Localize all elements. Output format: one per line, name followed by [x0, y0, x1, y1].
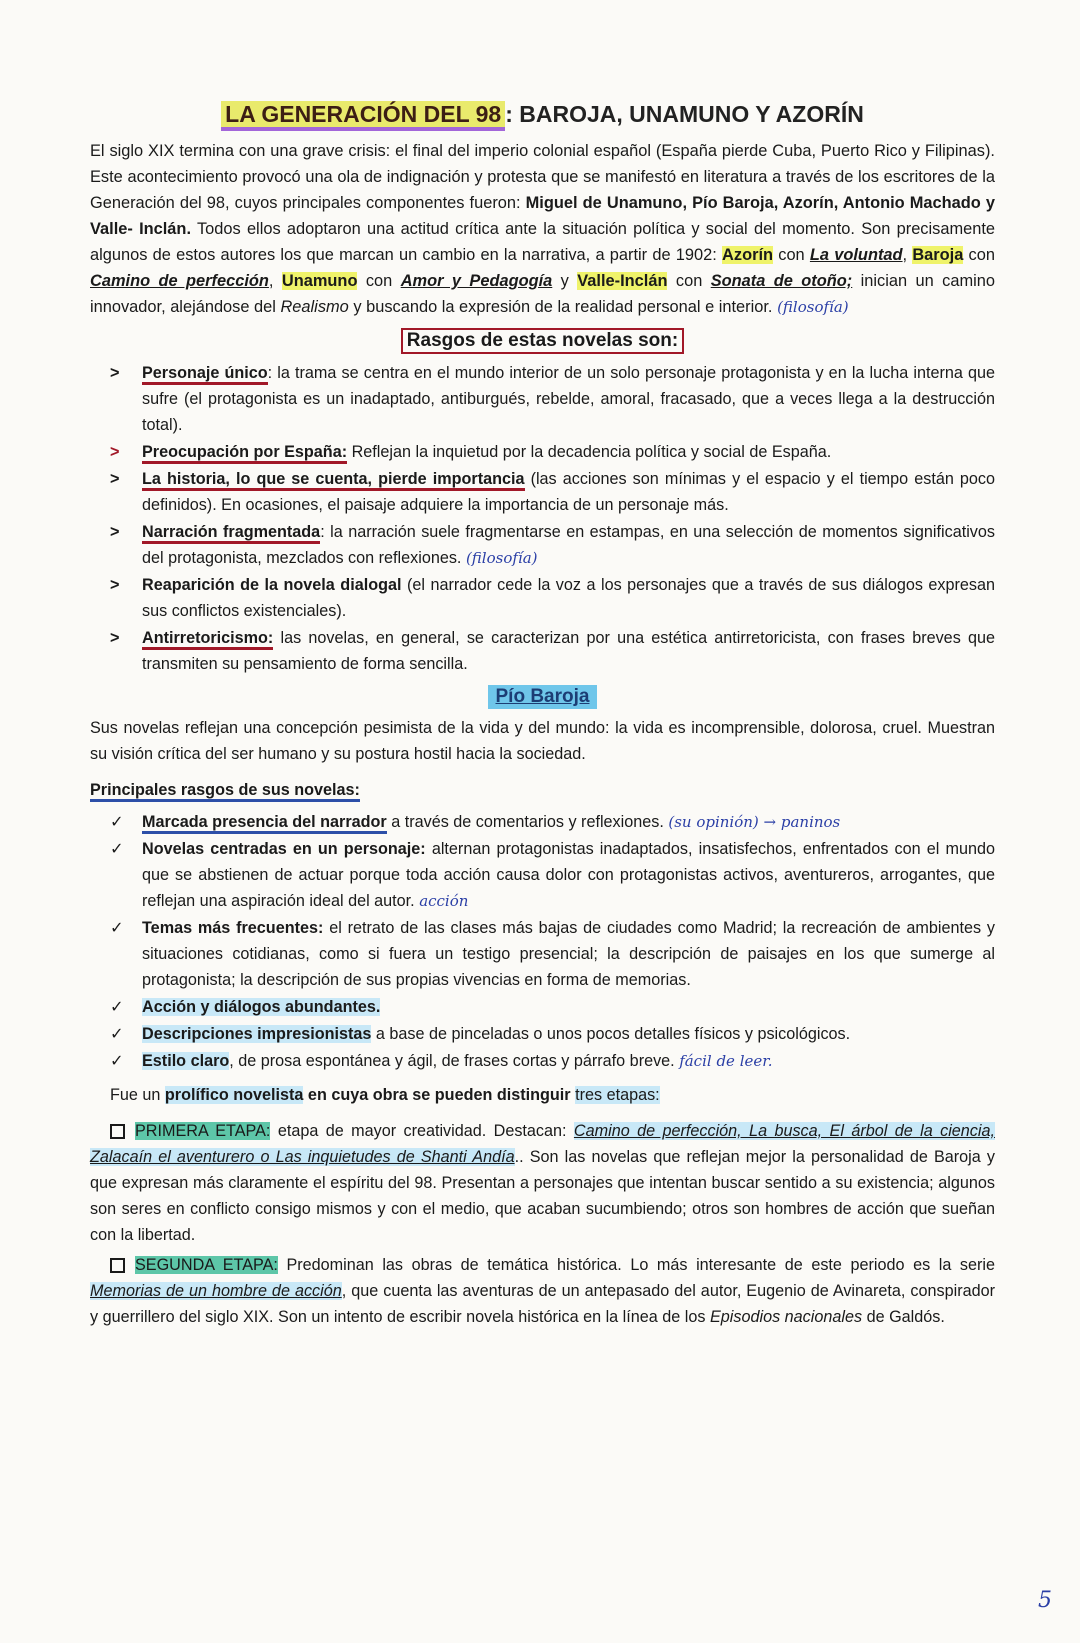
- rasgo-text: , de prosa espontánea y ágil, de frases cortas y párrafo breve.: [229, 1052, 675, 1070]
- list-item: [110, 466, 995, 518]
- rasgo-text: : la trama se centra en el mundo interior de un solo personaje protagonista y en la lucha interna que sufre (el protagonista es un inadaptado, antiburgués, rebelde, amoral, fracasado, que a veces llega a la destrucción total).: [142, 364, 995, 434]
- etapa-1-works: Camino de perfección, La busca, El árbol de la ciencia, Zalacaín el aventurero o Las inquietudes de Shanti Andía: [90, 1122, 995, 1166]
- list-item: [110, 1048, 995, 1074]
- intro-valle: Valle-Inclán: [577, 272, 668, 290]
- intro-y: y: [552, 272, 578, 290]
- intro-sep-2: ,: [268, 272, 282, 290]
- rasgo-text: (el narrador cede la voz a los personajes que a través de sus diálogos expresan sus conflictos existenciales).: [142, 576, 995, 620]
- check-icon: ✓: [110, 840, 124, 858]
- list-item: [110, 572, 995, 624]
- check-icon: ✓: [110, 1025, 124, 1043]
- rasgo-label: La historia, lo que se cuenta, pierde importancia: [142, 470, 525, 491]
- rasgo-label: Estilo claro: [142, 1052, 230, 1070]
- rasgo-text: a base de pinceladas o unos pocos detalles físicos y psicológicos.: [371, 1025, 851, 1043]
- check-icon: ✓: [110, 1052, 124, 1070]
- page: [90, 100, 995, 1330]
- list-item: [110, 625, 995, 677]
- etapas-intro-a: Fue un: [110, 1086, 165, 1104]
- rasgo-text: las novelas, en general, se caracterizan por una estética antirretoricista, con frases breves que transmiten su pensamiento de forma sencilla.: [142, 629, 995, 673]
- rasgos-heading: Rasgos de estas novelas son:: [401, 328, 684, 354]
- arrow-bullet-icon: >: [110, 629, 120, 647]
- intro-con-1: con: [773, 246, 810, 264]
- title-highlight: LA GENERACIÓN DEL 98: [221, 101, 505, 131]
- handwritten-note: (su opinión) → paninos: [668, 813, 841, 831]
- etapa-2-text-c: de Galdós.: [862, 1308, 945, 1326]
- intro-con-2: con: [963, 246, 995, 264]
- rasgo-text: (las acciones son mínimas y el espacio y el tiempo están poco definidos). En ocasiones, el paisaje adquiere la importancia de un personaje más.: [142, 470, 995, 514]
- list-item: [110, 439, 995, 465]
- rasgo-text: a través de comentarios y reflexiones.: [386, 813, 664, 831]
- square-bullet-icon: [110, 1258, 125, 1273]
- list-item: [110, 1021, 995, 1047]
- rasgos-list: [110, 360, 995, 677]
- baroja-intro: Sus novelas reflejan una concepción pesimista de la vida y del mundo: la vida es incomprensible, dolorosa, cruel. Muestran su visión crítica del ser humano y su postura hostil hacia la sociedad.: [90, 719, 995, 763]
- rasgo-label: Acción y diálogos abundantes.: [142, 998, 381, 1016]
- arrow-bullet-icon: >: [110, 470, 120, 488]
- intro-unamuno: Unamuno: [281, 272, 358, 290]
- intro-paragraph: [90, 138, 995, 320]
- etapa-2-text-b: , que cuenta las aventuras de un antepasado del autor, Eugenio de Avinareta, conspirador y guerrillero del siglo XIX. Son un intento de escribir novela histórica en la línea de los: [90, 1282, 995, 1326]
- rasgo-label: Narración fragmentada: [142, 523, 320, 544]
- intro-azorin: Azorín: [722, 246, 774, 264]
- intro-con-3: con: [357, 272, 401, 290]
- rasgo-label: Antirretoricismo:: [142, 629, 273, 650]
- etapas-intro-c: en cuya obra se pueden distinguir: [303, 1086, 576, 1104]
- intro-text-1: El siglo XIX termina con una grave crisis: el final del imperio colonial español (España pierde Cuba, Puerto Rico y Filipinas). Este acontecimiento provocó una ola de indignación y protesta que se manifestó en literatura a través de los escritores de la Generación del 98, cuyos principales componentes fueron:: [90, 142, 995, 212]
- square-bullet-icon: [110, 1124, 125, 1139]
- etapa-2-text-a: Predominan las obras de temática histórica. Lo más interesante de este periodo es la serie: [277, 1256, 995, 1274]
- intro-baroja: Baroja: [912, 246, 964, 264]
- etapa-1-text-b: .. Son las novelas que reflejan mejor la personalidad de Baroja y que expresan más claramente el espíritu del 98. Presentan a personajes que intentan buscar sentido a su existencia; algunos son seres en conflicto consigo mismos y con el medio, que acaban sucumbiendo; otros son hombres de acción que sueñan con la libertad.: [90, 1148, 995, 1244]
- baroja-heading-wrap: [90, 685, 995, 709]
- rasgo-text: : la narración suele fragmentarse en estampas, en una selección de momentos significativos del protagonista, mezclados con reflexiones.: [142, 523, 995, 567]
- page-number: 5: [1038, 1588, 1052, 1613]
- etapa-1-text-a: etapa de mayor creatividad. Destacan:: [270, 1122, 574, 1140]
- rasgo-text: Reflejan la inquietud por la decadencia política y social de España.: [347, 443, 832, 461]
- etapas-intro: [90, 1082, 995, 1108]
- etapa-2-episodios: Episodios nacionales: [709, 1308, 863, 1326]
- etapa-2-work: Memorias de un hombre de acción: [90, 1282, 342, 1300]
- rasgo-label: Temas más frecuentes:: [142, 919, 324, 937]
- intro-con-4: con: [667, 272, 711, 290]
- intro-work-voluntad: La voluntad: [809, 246, 903, 264]
- check-icon: ✓: [110, 813, 124, 831]
- etapa-2: [90, 1252, 995, 1330]
- baroja-list: [110, 809, 995, 1074]
- page-title: [90, 100, 995, 128]
- intro-text-3: inician un camino innovador, alejándose del: [90, 272, 995, 316]
- intro-work-sonata: Sonata de otoño;: [710, 272, 853, 290]
- etapas-intro-b: prolífico novelista: [164, 1086, 304, 1104]
- baroja-subheading-wrap: [90, 777, 995, 803]
- rasgo-label: Descripciones impresionistas: [142, 1025, 372, 1043]
- rasgo-label: Reaparición de la novela dialogal: [142, 576, 402, 594]
- rasgo-text: alternan protagonistas inadaptados, insatisfechos, enfrentados con el mundo que se abstienen de actuar porque toda acción causa dolor con protagonistas activos, aventureros, arrogantes, que reflejan una aspiración ideal del autor.: [142, 840, 996, 910]
- handwritten-note: fácil de leer.: [679, 1052, 773, 1070]
- etapa-1-label: PRIMERA ETAPA:: [135, 1122, 271, 1140]
- handwritten-note-filosofia: (filosofía): [777, 298, 849, 316]
- etapa-2-label: SEGUNDA ETAPA:: [135, 1256, 278, 1274]
- rasgo-label: Preocupación por España:: [142, 443, 347, 464]
- handwritten-note: acción: [419, 892, 469, 910]
- title-rest: : BAROJA, UNAMUNO Y AZORÍN: [505, 101, 864, 127]
- list-item: [110, 836, 995, 914]
- list-item: [110, 809, 995, 835]
- list-item: [110, 915, 995, 993]
- baroja-subheading: Principales rasgos de sus novelas:: [90, 781, 360, 802]
- list-item: [110, 519, 995, 571]
- arrow-bullet-icon: >: [110, 523, 120, 541]
- arrow-bullet-icon: >: [110, 364, 120, 382]
- rasgos-heading-wrap: [90, 328, 995, 354]
- check-icon: ✓: [110, 919, 124, 937]
- list-item: [110, 994, 995, 1020]
- arrow-bullet-icon: >: [110, 576, 120, 594]
- intro-work-amor: Amor y Pedagogía: [400, 272, 553, 290]
- intro-text-4: y buscando la expresión de la realidad personal e interior.: [348, 298, 773, 316]
- check-icon: ✓: [110, 998, 124, 1016]
- list-item: [110, 360, 995, 438]
- etapa-1: [90, 1118, 995, 1248]
- rasgo-label: Marcada presencia del narrador: [142, 813, 387, 834]
- baroja-section: [90, 715, 995, 1330]
- rasgo-label: Personaje único: [142, 364, 268, 385]
- arrow-bullet-icon: >: [110, 443, 120, 461]
- rasgo-label: Novelas centradas en un personaje:: [142, 840, 426, 858]
- rasgo-text: el retrato de las clases más bajas de ciudades como Madrid; la recreación de ambientes y situaciones cotidianas, como si fuera un testigo presencial; la descripción de paisajes en los que sumerge al protagonista; la descripción de sus propias vivencias en forma de memorias.: [142, 919, 996, 989]
- intro-sep-1: ,: [902, 246, 913, 264]
- intro-text-2: Todos ellos adoptaron una actitud crítica ante la situación política y social del momento. Son precisamente algunos de estos autores los que marcan un cambio en la narrativa, a partir de 1902:: [90, 220, 996, 264]
- handwritten-note: (filosofía): [465, 549, 538, 567]
- intro-realismo: Realismo: [280, 298, 349, 316]
- intro-work-camino: Camino de perfección: [90, 272, 269, 290]
- baroja-heading: Pío Baroja: [488, 685, 598, 709]
- etapas-intro-d: tres etapas:: [575, 1086, 660, 1104]
- intro-authors: Miguel de Unamuno, Pío Baroja, Azorín, Antonio Machado y Valle- Inclán.: [90, 194, 995, 238]
